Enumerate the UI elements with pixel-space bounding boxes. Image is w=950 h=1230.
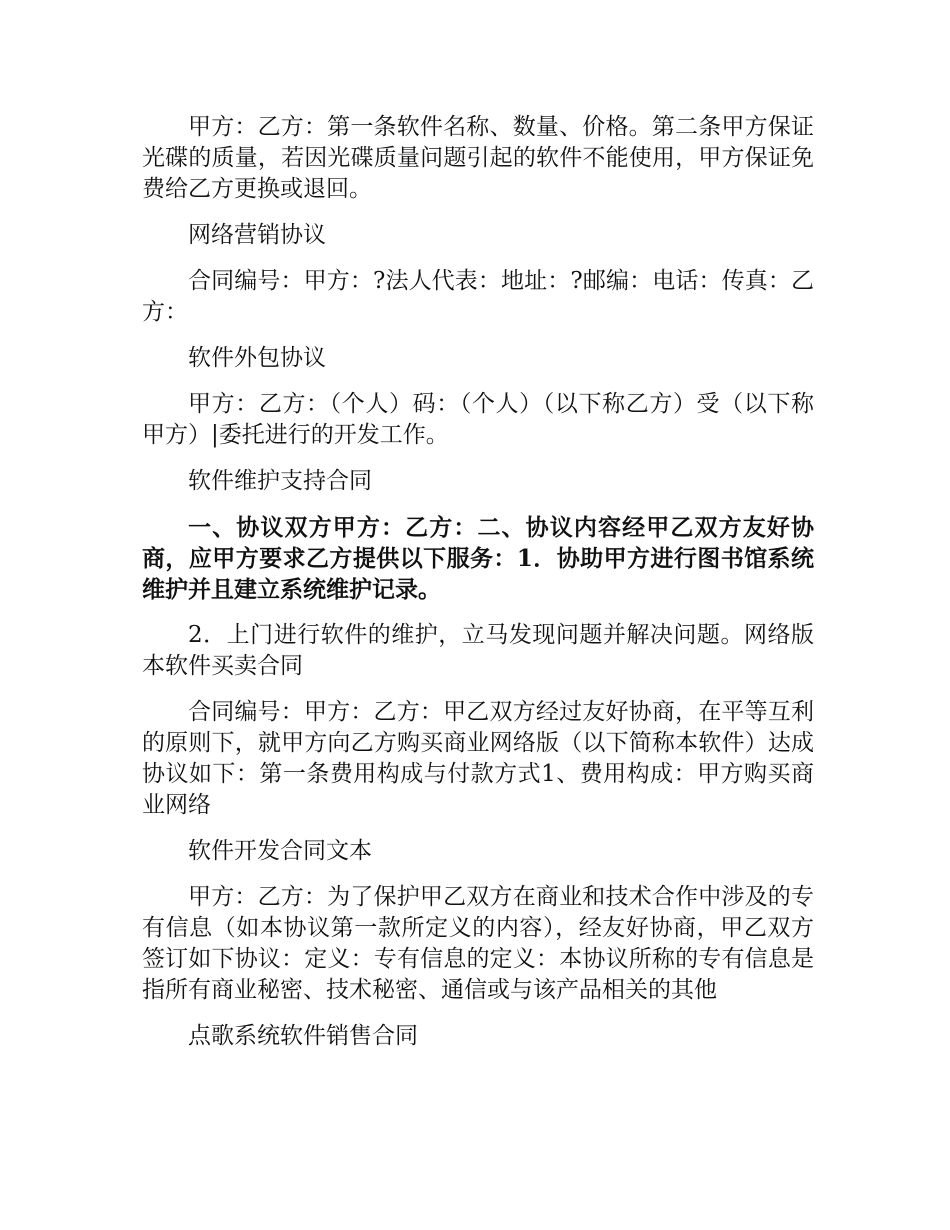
paragraph-maintenance-services: 一、协议双方甲方：乙方：二、协议内容经甲乙双方友好协商，应甲方要求乙方提供以下服务：1．协助甲方进行图书馆系统维护并且建立系统维护记录。 [142, 514, 814, 603]
paragraph-network-software-purchase: 合同编号：甲方：乙方：甲乙双方经过友好协商，在平等互利的原则下，就甲方向乙方购买商业网络版（以下简称本软件）达成协议如下：第一条费用构成与付款方式1、费用构成：甲方购买商业网络 [142, 699, 814, 818]
heading-development-contract: 软件开发合同文本 [188, 838, 372, 864]
document-page [142, 112, 814, 1067]
heading-network-marketing-agreement: 网络营销协议 [188, 222, 326, 248]
paragraph-onsite-maintenance: 2．上门进行软件的维护，立马发现问题并解决问题。网络版本软件买卖合同 [142, 622, 814, 679]
heading-software-outsourcing-agreement: 软件外包协议 [188, 345, 326, 371]
paragraph-software-terms: 甲方：乙方：第一条软件名称、数量、价格。第二条甲方保证光碟的质量，若因光碟质量问题引起的软件不能使用，甲方保证免费给乙方更换或退回。 [142, 114, 814, 202]
paragraph-confidential-information: 甲方：乙方：为了保护甲乙双方在商业和技术合作中涉及的专有信息（如本协议第一款所定义的内容），经友好协商，甲乙双方签订如下协议：定义：专有信息的定义：本协议所称的专有信息是指所有商业秘密、技术秘密、通信或与该产品相关的其他 [142, 884, 814, 1003]
heading-maintenance-contract: 软件维护支持合同 [188, 468, 372, 494]
paragraph-contract-parties: 合同编号：甲方：?法人代表：地址：?邮编：电话：传真：乙方： [142, 268, 814, 325]
paragraph-outsourcing-terms: 甲方：乙方：（个人）码：（个人）（以下称乙方）受（以下称甲方）|委托进行的开发工作。 [142, 391, 814, 448]
heading-karaoke-sales-contract: 点歌系统软件销售合同 [188, 1023, 418, 1049]
